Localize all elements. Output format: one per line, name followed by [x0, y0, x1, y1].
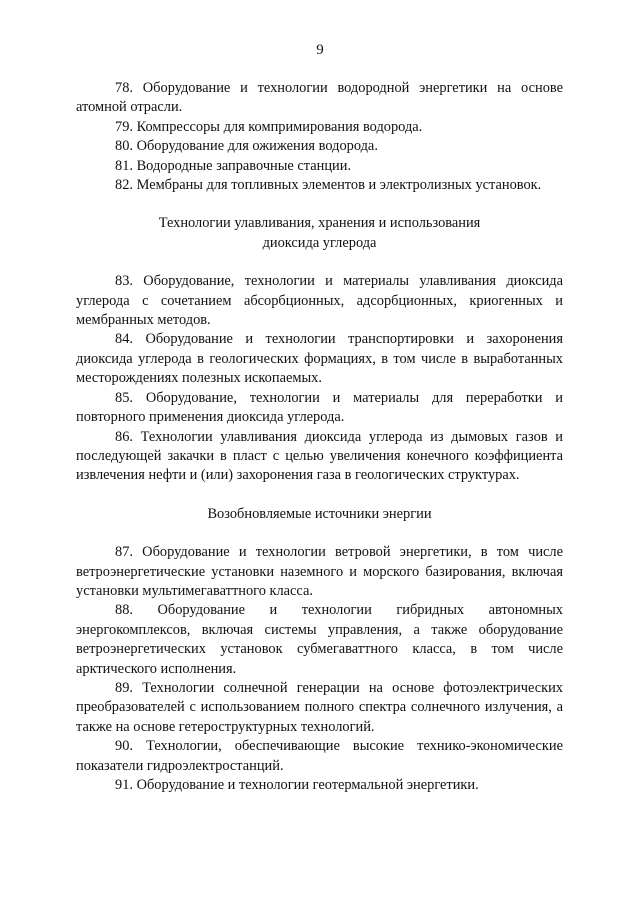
section-heading-co2-line2: диоксида углерода	[262, 234, 377, 251]
list-item-82: 82. Мембраны для топливных элементов и электролизных установок.	[115, 177, 542, 194]
list-item-85: 85. Оборудование, технологии и материалы для переработки и повторного применения диоксида углерода.	[76, 389, 563, 426]
list-item-83: 83. Оборудование, технологии и материалы улавливания диоксида углерода с сочетанием абсорбционных, адсорбционных, криогенных и мембранных методов.	[76, 273, 563, 329]
list-item-89: 89. Технологии солнечной генерации на основе фотоэлектрических преобразователей с использованием полного спектра солнечного излучения, а также на основе гетероструктурных технологий.	[76, 679, 563, 735]
section-heading-co2-line1: Технологии улавливания, хранения и использования	[158, 215, 481, 232]
document-body	[76, 79, 563, 795]
list-item-91: 91. Оборудование и технологии геотермальной энергетики.	[115, 777, 479, 793]
list-item-78: 78. Оборудование и технологии водородной энергетики на основе атомной отрасли.	[76, 80, 563, 116]
section-heading-renewables	[76, 505, 563, 524]
list-item-86: 86. Технологии улавливания диоксида углерода из дымовых газов и последующей закачки в пласт с целью увеличения конечного коэффициента извлечения нефти и (или) захоронения газа в геологических структурах.	[76, 428, 563, 484]
list-item-80: 80. Оборудование для ожижения водорода.	[115, 138, 378, 155]
list-item-81: 81. Водородные заправочные станции.	[115, 157, 352, 174]
section-heading-co2	[76, 214, 563, 253]
page-number: 9	[316, 42, 324, 58]
list-item-79: 79. Компрессоры для компримирования водорода.	[115, 118, 423, 135]
list-item-90: 90. Технологии, обеспечивающие высокие технико-экономические показатели гидроэлектростанций.	[76, 738, 563, 774]
list-item-88: 88. Оборудование и технологии гибридных автономных энергокомплексов, включая системы управления, а также оборудование ветроэнергетических установок субмегаваттного класса, в том числе арктического исполнения.	[76, 602, 563, 677]
list-item-87: 87. Оборудование и технологии ветровой энергетики, в том числе ветроэнергетические установки наземного и морского базирования, включая установки мультимегаваттного класса.	[76, 544, 563, 599]
section-heading-renewables-text: Возобновляемые источники энергии	[207, 505, 432, 522]
list-item-84: 84. Оборудование и технологии транспортировки и захоронения диоксида углерода в геологических формациях, в том числе в выработанных месторождениях полезных ископаемых.	[76, 331, 563, 387]
